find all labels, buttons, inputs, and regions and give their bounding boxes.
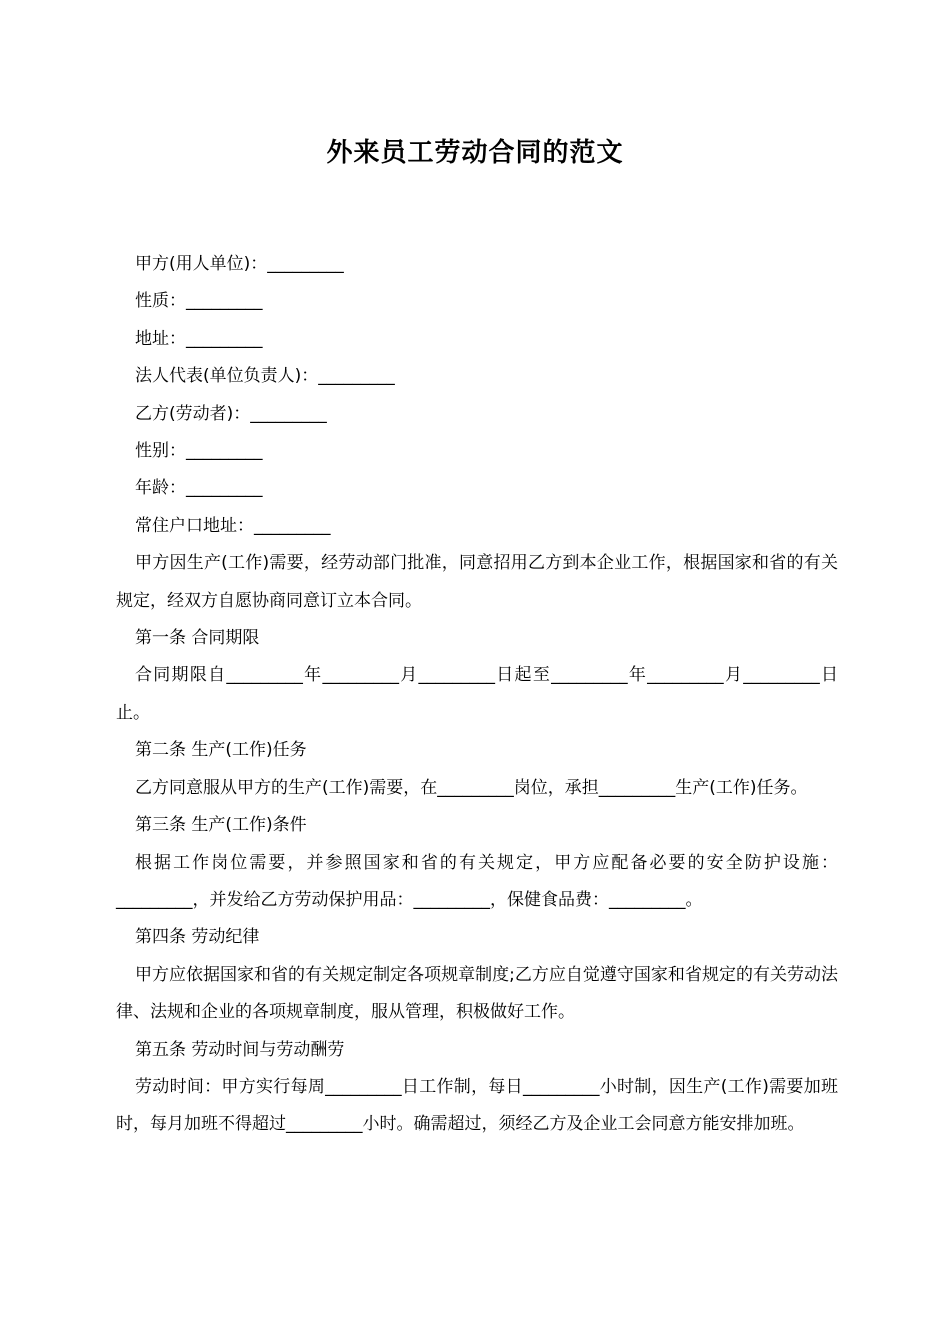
article-4-heading: 第四条 劳动纪律 [135, 927, 260, 948]
age-line: 年龄：_________ [135, 478, 263, 499]
article-2-body: 乙方同意服从甲方的生产(工作)需要，在_________岗位，承担_________生产(工作)任务。 [135, 777, 808, 798]
document-title: 外来员工劳动合同的范文 [326, 138, 624, 168]
nature-line: 性质：_________ [135, 291, 263, 312]
article-5-heading: 第五条 劳动时间与劳动酬劳 [135, 1039, 345, 1060]
article-3-heading: 第三条 生产(工作)条件 [135, 815, 307, 836]
residence-line: 常住户口地址：_________ [135, 515, 331, 536]
legal-rep-line: 法人代表(单位负责人)：_________ [135, 366, 395, 387]
preamble-paragraph: 甲方因生产(工作)需要，经劳动部门批准，同意招用乙方到本企业工作，根据国家和省的有关规定，经双方自愿协商同意订立本合同。 [116, 553, 838, 611]
party-b-line: 乙方(劳动者)：_________ [135, 403, 327, 424]
article-1-body: 合同期限自_________年_________月_________日起至_________年_________月_________日止。 [116, 665, 838, 723]
gender-line: 性别：_________ [135, 441, 263, 462]
article-3-body: 根据工作岗位需要，并参照国家和省的有关规定，甲方应配备必要的安全防护设施：_________，并发给乙方劳动保护用品：_________，保健食品费：_________。 [116, 852, 838, 910]
party-a-line: 甲方(用人单位)：_________ [135, 254, 344, 274]
article-2-heading: 第二条 生产(工作)任务 [135, 740, 307, 761]
document-body [116, 246, 838, 1144]
article-4-body: 甲方应依据国家和省的有关规定制定各项规章制度;乙方应自觉遵守国家和省规定的有关劳动法律、法规和企业的各项规章制度，服从管理，积极做好工作。 [116, 964, 838, 1023]
article-1-heading: 第一条 合同期限 [135, 628, 260, 649]
article-5-body: 劳动时间：甲方实行每周_________日工作制，每日_________小时制，因生产(工作)需要加班时，每月加班不得超过_________小时。确需超过，须经乙方及企业工会同意方能安排加班。 [116, 1076, 838, 1135]
address-line: 地址：_________ [135, 328, 263, 349]
